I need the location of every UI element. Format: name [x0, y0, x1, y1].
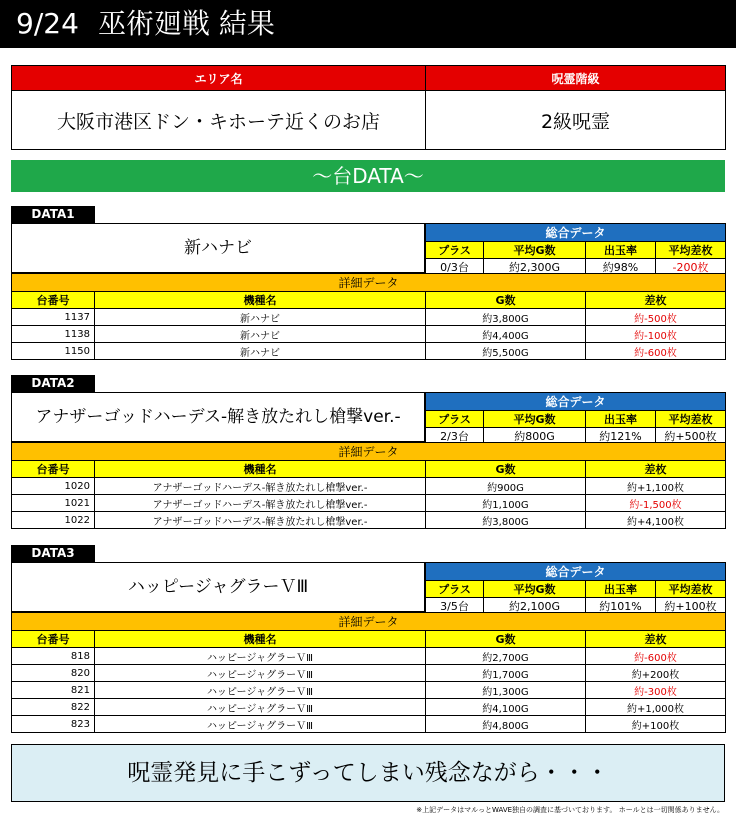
- table-row: [12, 343, 726, 360]
- g-count-header: G数: [426, 292, 586, 309]
- table-row: [12, 716, 726, 733]
- machine-no-cell: 1150: [12, 343, 95, 360]
- table-row: [12, 309, 726, 326]
- summary-table: [425, 392, 726, 445]
- report-title: 巫術廻戦 結果: [98, 7, 275, 40]
- machine-no-cell: 1021: [12, 495, 95, 512]
- diff-cell: 約+1,000枚: [586, 699, 726, 716]
- diff-cell: 約-600枚: [586, 648, 726, 665]
- model-header: 機種名: [95, 631, 426, 648]
- g-count-header: G数: [426, 631, 586, 648]
- diff-header: 差枚: [586, 292, 726, 309]
- detail-header: 詳細データ: [12, 443, 726, 461]
- avg-g-header: 平均G数: [484, 581, 586, 598]
- g-count-cell: 約3,800G: [426, 512, 586, 529]
- payout-value: 約101%: [586, 598, 656, 615]
- model-cell: 新ハナビ: [95, 309, 426, 326]
- machine-no-header: 台番号: [12, 631, 95, 648]
- diff-cell: 約+4,100枚: [586, 512, 726, 529]
- g-count-cell: 約4,100G: [426, 699, 586, 716]
- footnote: ※上記データはマルっとWAVE独自の調査に基づいております。 ホールとは一切関係ありません。: [416, 806, 724, 814]
- payout-header: 出玉率: [586, 242, 656, 259]
- avg-g-header: 平均G数: [484, 242, 586, 259]
- comment-box: 呪霊発見に手こずってしまい残念ながら・・・: [11, 744, 725, 802]
- g-count-cell: 約5,500G: [426, 343, 586, 360]
- data-tag: DATA1: [11, 206, 95, 223]
- payout-value: 約98%: [586, 259, 656, 276]
- table-row: [12, 682, 726, 699]
- machine-no-cell: 1138: [12, 326, 95, 343]
- table-row: [12, 326, 726, 343]
- table-row: [12, 478, 726, 495]
- model-cell: 新ハナビ: [95, 326, 426, 343]
- diff-header: 差枚: [586, 631, 726, 648]
- avg-g-value: 約2,100G: [484, 598, 586, 615]
- table-row: [12, 512, 726, 529]
- title-bar: [0, 0, 736, 48]
- diff-cell: 約-100枚: [586, 326, 726, 343]
- table-row: [12, 665, 726, 682]
- rank-value: 2級呪霊: [426, 91, 726, 150]
- model-header: 機種名: [95, 292, 426, 309]
- detail-header: 詳細データ: [12, 274, 726, 292]
- detail-table: [11, 612, 726, 733]
- avg-diff-header: 平均差枚: [656, 411, 726, 428]
- table-row: [12, 648, 726, 665]
- avg-diff-value: 約+100枚: [656, 598, 726, 615]
- g-count-header: G数: [426, 461, 586, 478]
- section-title: ～台DATA～: [11, 160, 725, 192]
- summary-header: 総合データ: [426, 393, 726, 411]
- machine-no-cell: 818: [12, 648, 95, 665]
- summary-header: 総合データ: [426, 224, 726, 242]
- table-row: [12, 699, 726, 716]
- machine-name: ハッピージャグラーＶⅢ: [11, 562, 425, 612]
- plus-value: 3/5台: [426, 598, 484, 615]
- plus-header: プラス: [426, 242, 484, 259]
- machine-no-header: 台番号: [12, 292, 95, 309]
- area-label: エリア名: [12, 66, 426, 91]
- plus-header: プラス: [426, 581, 484, 598]
- avg-g-value: 約800G: [484, 428, 586, 445]
- model-cell: 新ハナビ: [95, 343, 426, 360]
- g-count-cell: 約2,700G: [426, 648, 586, 665]
- g-count-cell: 約1,700G: [426, 665, 586, 682]
- summary-header: 総合データ: [426, 563, 726, 581]
- machine-no-cell: 1020: [12, 478, 95, 495]
- machine-no-cell: 821: [12, 682, 95, 699]
- model-cell: ハッピージャグラーＶⅢ: [95, 699, 426, 716]
- report-date: 9/24: [16, 7, 79, 40]
- payout-header: 出玉率: [586, 411, 656, 428]
- detail-header: 詳細データ: [12, 613, 726, 631]
- diff-header: 差枚: [586, 461, 726, 478]
- avg-diff-value: 約+500枚: [656, 428, 726, 445]
- model-cell: アナザーゴッドハーデス-解き放たれし槍撃ver.-: [95, 478, 426, 495]
- g-count-cell: 約3,800G: [426, 309, 586, 326]
- model-cell: アナザーゴッドハーデス-解き放たれし槍撃ver.-: [95, 495, 426, 512]
- data-tag: DATA2: [11, 375, 95, 392]
- table-row: [12, 495, 726, 512]
- plus-header: プラス: [426, 411, 484, 428]
- diff-cell: 約+100枚: [586, 716, 726, 733]
- diff-cell: 約-1,500枚: [586, 495, 726, 512]
- avg-g-header: 平均G数: [484, 411, 586, 428]
- machine-name: アナザーゴッドハーデス-解き放たれし槍撃ver.-: [11, 392, 425, 442]
- diff-cell: 約-300枚: [586, 682, 726, 699]
- machine-name: 新ハナビ: [11, 223, 425, 273]
- detail-table: [11, 273, 726, 360]
- diff-cell: 約-500枚: [586, 309, 726, 326]
- rank-label: 呪霊階級: [426, 66, 726, 91]
- model-cell: ハッピージャグラーＶⅢ: [95, 648, 426, 665]
- diff-cell: 約-600枚: [586, 343, 726, 360]
- avg-diff-value: -200枚: [656, 259, 726, 276]
- area-value: 大阪市港区ドン・キホーテ近くのお店: [12, 91, 426, 150]
- g-count-cell: 約900G: [426, 478, 586, 495]
- detail-table: [11, 442, 726, 529]
- model-cell: ハッピージャグラーＶⅢ: [95, 665, 426, 682]
- payout-value: 約121%: [586, 428, 656, 445]
- machine-no-cell: 1137: [12, 309, 95, 326]
- machine-no-cell: 820: [12, 665, 95, 682]
- diff-cell: 約+1,100枚: [586, 478, 726, 495]
- machine-no-cell: 822: [12, 699, 95, 716]
- g-count-cell: 約1,300G: [426, 682, 586, 699]
- g-count-cell: 約4,800G: [426, 716, 586, 733]
- summary-table: [425, 562, 726, 615]
- model-cell: アナザーゴッドハーデス-解き放たれし槍撃ver.-: [95, 512, 426, 529]
- area-table: [11, 65, 726, 150]
- machine-no-cell: 823: [12, 716, 95, 733]
- diff-cell: 約+200枚: [586, 665, 726, 682]
- plus-value: 2/3台: [426, 428, 484, 445]
- machine-no-header: 台番号: [12, 461, 95, 478]
- avg-diff-header: 平均差枚: [656, 581, 726, 598]
- avg-diff-header: 平均差枚: [656, 242, 726, 259]
- data-tag: DATA3: [11, 545, 95, 562]
- model-cell: ハッピージャグラーＶⅢ: [95, 716, 426, 733]
- avg-g-value: 約2,300G: [484, 259, 586, 276]
- plus-value: 0/3台: [426, 259, 484, 276]
- g-count-cell: 約4,400G: [426, 326, 586, 343]
- payout-header: 出玉率: [586, 581, 656, 598]
- g-count-cell: 約1,100G: [426, 495, 586, 512]
- summary-table: [425, 223, 726, 276]
- machine-no-cell: 1022: [12, 512, 95, 529]
- model-cell: ハッピージャグラーＶⅢ: [95, 682, 426, 699]
- model-header: 機種名: [95, 461, 426, 478]
